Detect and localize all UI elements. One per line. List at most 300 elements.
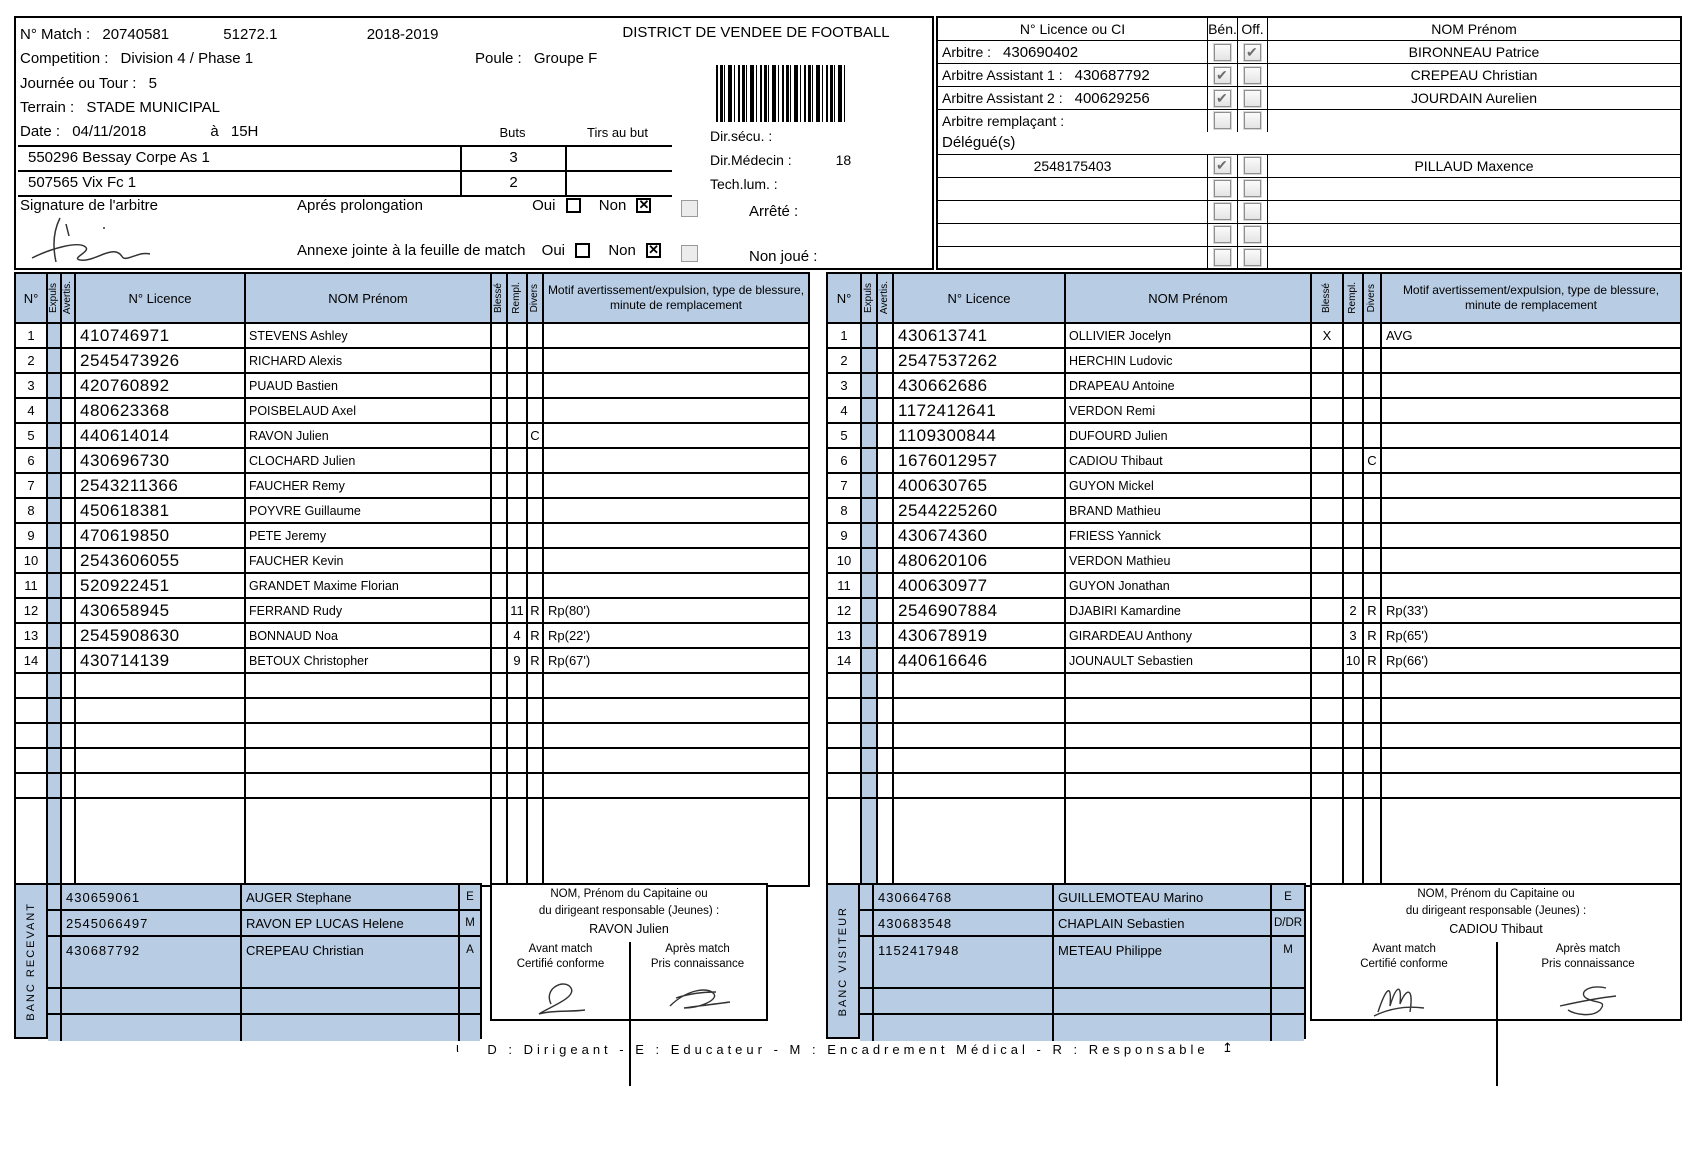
official-name: CREPEAU Christian: [1410, 67, 1538, 83]
player-row: [16, 649, 808, 674]
injured-cell: [492, 624, 508, 647]
player-licence: 450618381: [76, 499, 246, 522]
officiel-checkbox[interactable]: [1244, 67, 1261, 84]
captain-title-line2: du dirigeant responsable (Jeunes) :: [538, 904, 720, 917]
replacement-cell: [1344, 549, 1364, 572]
expulsion-cell: [48, 324, 62, 347]
expulsion-cell: [862, 399, 878, 422]
warning-cell: [62, 374, 76, 397]
warning-cell: [878, 424, 894, 447]
delegate-licence: [938, 224, 1208, 246]
benevole-checkbox[interactable]: [1214, 203, 1231, 220]
expulsion-cell: [48, 599, 62, 622]
expulsion-cell: [862, 649, 878, 672]
player-name: FAUCHER Kevin: [246, 549, 492, 572]
referee-signature-label: Signature de l'arbitre: [20, 197, 158, 214]
player-row: [16, 349, 808, 374]
player-row: [828, 399, 1680, 424]
player-licence: 430678919: [894, 624, 1066, 647]
bench-name: RAVON EP LUCAS Helene: [242, 911, 460, 935]
official-row: [938, 87, 1680, 110]
divers-cell: [1364, 324, 1382, 347]
replacement-cell: 2: [1344, 599, 1364, 622]
divers-cell: [1364, 549, 1382, 572]
after-match-column: [629, 942, 766, 1020]
header-name: NOM Prénom: [246, 274, 492, 322]
bench-licence: 2545066497: [62, 911, 242, 935]
injured-cell: [492, 649, 508, 672]
replacement-cell: [508, 474, 528, 497]
divers-cell: R: [528, 624, 544, 647]
header-name: NOM Prénom: [1066, 274, 1312, 322]
player-number: 12: [16, 599, 48, 622]
warning-cell: [878, 599, 894, 622]
header-warning: Avertis.: [878, 274, 894, 322]
player-name: GUYON Jonathan: [1066, 574, 1312, 597]
player-name: FRIESS Yannick: [1066, 524, 1312, 547]
warning-cell: [62, 424, 76, 447]
warning-cell: [878, 499, 894, 522]
team-row: [18, 147, 672, 172]
annexe-non-checkbox[interactable]: [646, 243, 661, 258]
captain-title-line2: du dirigeant responsable (Jeunes) :: [1405, 904, 1587, 917]
replacement-cell: [1344, 424, 1364, 447]
officiel-checkbox[interactable]: [1244, 112, 1261, 129]
home-before-signature: [521, 974, 601, 1020]
header-divers: Divers: [528, 274, 544, 322]
benevole-checkbox[interactable]: [1214, 44, 1231, 61]
replacement-cell: [508, 399, 528, 422]
header-expulsion: Expuls: [48, 274, 62, 322]
empty-tall-row: [828, 799, 1680, 885]
official-role-label: Arbitre remplaçant :: [942, 112, 1065, 129]
replacement-cell: 9: [508, 649, 528, 672]
player-number: 10: [828, 549, 862, 572]
warning-cell: [62, 399, 76, 422]
empty-player-row: [16, 749, 808, 774]
prolongation-label: Aprés prolongation: [297, 197, 423, 214]
injured-cell: [492, 499, 508, 522]
replacement-cell: [508, 349, 528, 372]
motif-cell: [1382, 424, 1680, 447]
warning-cell: [62, 349, 76, 372]
before-match-column: [492, 942, 629, 1020]
officiel-checkbox[interactable]: [1244, 90, 1261, 107]
official-row: [938, 64, 1680, 87]
journee-value: 5: [148, 75, 157, 92]
divers-cell: [1364, 424, 1382, 447]
non-joue-checkbox[interactable]: [681, 245, 698, 262]
motif-cell: [1382, 474, 1680, 497]
empty-player-row: [828, 674, 1680, 699]
player-name: OLLIVIER Jocelyn: [1066, 324, 1312, 347]
expulsion-cell: [48, 349, 62, 372]
prolongation-oui-label: Oui: [532, 197, 556, 214]
empty-player-row: [16, 674, 808, 699]
player-row: [16, 574, 808, 599]
time-prefix: à: [210, 123, 219, 140]
player-name: BETOUX Christopher: [246, 649, 492, 672]
player-licence: 1172412641: [894, 399, 1066, 422]
team-row: [18, 172, 672, 197]
player-name: JOUNAULT Sebastien: [1066, 649, 1312, 672]
motif-cell: [544, 424, 808, 447]
replacement-cell: 10: [1344, 649, 1364, 672]
warning-cell: [878, 449, 894, 472]
warning-cell: [878, 399, 894, 422]
benevole-checkbox[interactable]: [1214, 249, 1231, 266]
player-licence: 2543211366: [76, 474, 246, 497]
player-name: POISBELAUD Axel: [246, 399, 492, 422]
motif-cell: [544, 399, 808, 422]
header-replacement: Rempl.: [1344, 274, 1364, 322]
player-name: RICHARD Alexis: [246, 349, 492, 372]
prolongation-non-checkbox[interactable]: [636, 198, 651, 213]
player-licence: 430613741: [894, 324, 1066, 347]
benevole-checkbox[interactable]: [1214, 226, 1231, 243]
team-goals: 2: [462, 172, 567, 195]
player-licence: 480623368: [76, 399, 246, 422]
player-number: 5: [828, 424, 862, 447]
home-roster-table: [14, 272, 810, 887]
away-roster-header: [828, 274, 1680, 324]
expulsion-cell: [48, 474, 62, 497]
prolongation-non-label: Non: [598, 197, 627, 214]
motif-cell: [544, 474, 808, 497]
match-code: 51272.1: [223, 26, 278, 43]
player-licence: 420760892: [76, 374, 246, 397]
match-info-box: [14, 16, 934, 270]
injured-cell: [492, 574, 508, 597]
shootout-column-header: Tirs au but: [587, 125, 648, 140]
bench-name: AUGER Stephane: [242, 885, 460, 909]
injured-cell: [1312, 474, 1344, 497]
annexe-oui-checkbox[interactable]: [575, 243, 590, 258]
player-number: 1: [16, 324, 48, 347]
officials-ben-header: Bén.: [1208, 18, 1238, 40]
delegate-row: [938, 224, 1680, 247]
player-name: HERCHIN Ludovic: [1066, 349, 1312, 372]
away-captain-name: CADIOU Thibaut: [1449, 921, 1543, 936]
delegate-name: [1268, 224, 1680, 246]
player-row: [828, 624, 1680, 649]
bench-role-code: E: [1284, 891, 1292, 903]
divers-cell: [528, 349, 544, 372]
replacement-cell: [508, 449, 528, 472]
replacement-cell: [1344, 574, 1364, 597]
away-captain-box: [1310, 883, 1682, 1021]
header-warning: Avertis.: [62, 274, 76, 322]
date-value: 04/11/2018: [72, 123, 147, 140]
warning-cell: [62, 624, 76, 647]
injured-cell: [492, 524, 508, 547]
player-row: [828, 424, 1680, 449]
divers-cell: [528, 549, 544, 572]
warning-cell: [62, 649, 76, 672]
replacement-cell: [1344, 524, 1364, 547]
player-licence: 2547537262: [894, 349, 1066, 372]
player-row: [828, 374, 1680, 399]
officials-box: [936, 16, 1682, 270]
header-number: N°: [16, 274, 48, 322]
player-row: [828, 324, 1680, 349]
journee-label: Journée ou Tour :: [20, 75, 137, 92]
divers-cell: [528, 399, 544, 422]
empty-player-row: [828, 749, 1680, 774]
motif-cell: [544, 449, 808, 472]
before-match-label: Avant match: [1372, 942, 1436, 955]
motif-cell: [544, 574, 808, 597]
bench-role-code: M: [465, 917, 475, 929]
player-licence: 2546907884: [894, 599, 1066, 622]
poule-label: Poule :: [475, 50, 522, 67]
player-number: 5: [16, 424, 48, 447]
replacement-cell: [1344, 324, 1364, 347]
team-name: 507565 Vix Fc 1: [18, 172, 462, 195]
replacement-cell: [1344, 474, 1364, 497]
team-shootout: [567, 147, 672, 170]
bench-strip-cell: [860, 937, 874, 963]
divers-cell: [528, 474, 544, 497]
player-name: CADIOU Thibaut: [1066, 449, 1312, 472]
officials-name-header: NOM Prénom: [1431, 21, 1517, 37]
divers-cell: [1364, 349, 1382, 372]
delegate-name: [1268, 201, 1680, 223]
empty-bench-row: [48, 989, 480, 1015]
score-table: [18, 145, 672, 197]
divers-cell: [1364, 574, 1382, 597]
expulsion-cell: [862, 599, 878, 622]
empty-bench-row: [48, 963, 480, 989]
official-name: BIRONNEAU Patrice: [1408, 44, 1540, 60]
expulsion-cell: [48, 649, 62, 672]
injured-cell: [1312, 374, 1344, 397]
official-name: JOURDAIN Aurelien: [1410, 90, 1538, 106]
bench-name: METEAU Philippe: [1054, 937, 1272, 963]
player-name: GUYON Mickel: [1066, 474, 1312, 497]
away-bench-label: BANC VISITEUR: [828, 885, 860, 1037]
replacement-cell: [1344, 399, 1364, 422]
player-name: VERDON Remi: [1066, 399, 1312, 422]
before-match-label: Avant match: [528, 942, 593, 955]
motif-cell: [544, 549, 808, 572]
annexe-non-label: Non: [608, 242, 636, 259]
match-number-label: N° Match :: [20, 26, 91, 43]
player-row: [828, 599, 1680, 624]
injured-cell: [492, 549, 508, 572]
official-role-licence: [938, 87, 1208, 109]
captain-title-line1: NOM, Prénom du Capitaine ou: [1417, 888, 1575, 900]
bench-row: [860, 911, 1304, 937]
officiel-checkbox[interactable]: [1244, 180, 1261, 197]
player-number: 9: [828, 524, 862, 547]
motif-cell: [1382, 399, 1680, 422]
time-value: 15H: [230, 123, 259, 140]
player-licence: 430696730: [76, 449, 246, 472]
captain-title-line1: NOM, Prénom du Capitaine ou: [550, 888, 708, 900]
officiel-checkbox[interactable]: [1244, 157, 1261, 174]
empty-bench-row: [860, 1015, 1304, 1041]
player-number: 7: [16, 474, 48, 497]
motif-cell: [544, 349, 808, 372]
player-row: [828, 499, 1680, 524]
home-bench: [14, 883, 482, 1039]
motif-cell: [1382, 524, 1680, 547]
injured-cell: [492, 374, 508, 397]
player-name: DUFOURD Julien: [1066, 424, 1312, 447]
benevole-checkbox[interactable]: [1214, 157, 1231, 174]
player-licence: 470619850: [76, 524, 246, 547]
official-name: [1268, 110, 1680, 132]
official-row: [938, 110, 1680, 132]
bench-strip-cell: [860, 911, 874, 935]
benevole-checkbox[interactable]: [1214, 67, 1231, 84]
benevole-checkbox[interactable]: [1214, 180, 1231, 197]
bench-row: [48, 885, 480, 911]
player-row: [16, 624, 808, 649]
season: 2018-2019: [366, 26, 439, 43]
bench-row: [48, 937, 480, 963]
player-row: [16, 449, 808, 474]
player-name: CLOCHARD Julien: [246, 449, 492, 472]
divers-cell: R: [1364, 649, 1382, 672]
warning-cell: [62, 474, 76, 497]
empty-player-row: [16, 699, 808, 724]
expulsion-cell: [862, 549, 878, 572]
empty-tall-row: [16, 799, 808, 885]
injured-cell: [1312, 399, 1344, 422]
goals-column-header: Buts: [499, 125, 526, 140]
warning-cell: [62, 524, 76, 547]
player-name: DJABIRI Kamardine: [1066, 599, 1312, 622]
annexe-oui-label: Oui: [541, 242, 565, 259]
official-row: [938, 41, 1680, 64]
motif-cell: [1382, 349, 1680, 372]
player-name: GIRARDEAU Anthony: [1066, 624, 1312, 647]
replacement-cell: [1344, 499, 1364, 522]
replacement-cell: 3: [1344, 624, 1364, 647]
benevole-checkbox[interactable]: [1214, 112, 1231, 129]
bench-role-code: E: [466, 891, 474, 903]
player-licence: 2543606055: [76, 549, 246, 572]
divers-cell: [528, 499, 544, 522]
replacement-cell: 4: [508, 624, 528, 647]
divers-cell: R: [528, 649, 544, 672]
doctor-label: Dir.Médecin :: [710, 152, 792, 168]
header-replacement: Rempl.: [508, 274, 528, 322]
delegate-name: PILLAUD Maxence: [1414, 157, 1534, 174]
bench-licence: 1152417948: [874, 937, 1054, 963]
officiel-checkbox[interactable]: [1244, 249, 1261, 266]
delegate-licence: [938, 178, 1208, 200]
warning-cell: [62, 499, 76, 522]
bench-licence: 430683548: [874, 911, 1054, 935]
player-name: VERDON Mathieu: [1066, 549, 1312, 572]
terrain-label: Terrain :: [20, 99, 75, 116]
player-number: 3: [16, 374, 48, 397]
arrete-checkbox[interactable]: [681, 200, 698, 217]
injured-cell: X: [1312, 324, 1344, 347]
divers-cell: [1364, 499, 1382, 522]
poule-value: Groupe F: [533, 50, 598, 67]
expulsion-cell: [48, 374, 62, 397]
roles-legend: D : Dirigeant - E : Educateur - M : Encadrement Médical - R : Responsable: [487, 1042, 1209, 1057]
injured-cell: [492, 349, 508, 372]
empty-player-row: [16, 724, 808, 749]
bench-name: GUILLEMOTEAU Marino: [1054, 885, 1272, 909]
bench-row: [48, 911, 480, 937]
warning-cell: [878, 374, 894, 397]
player-number: 13: [16, 624, 48, 647]
lighting-label: Tech.lum. :: [710, 176, 778, 192]
player-licence: 1676012957: [894, 449, 1066, 472]
empty-bench-row: [860, 989, 1304, 1015]
prolongation-oui-checkbox[interactable]: [566, 198, 581, 213]
warning-cell: [878, 324, 894, 347]
empty-player-row: [828, 774, 1680, 799]
before-match-column: [1312, 942, 1496, 1020]
delegates-label-row: [938, 132, 1680, 155]
doctor-value: 18: [835, 152, 852, 168]
competition-value: Division 4 / Phase 1: [120, 50, 254, 67]
divers-cell: [528, 324, 544, 347]
date-line: [20, 123, 258, 140]
officials-off-header: Off.: [1238, 18, 1268, 40]
player-row: [828, 474, 1680, 499]
barcode: [716, 65, 848, 122]
terrain-line: [20, 99, 220, 116]
player-number: 2: [828, 349, 862, 372]
motif-cell: [1382, 374, 1680, 397]
divers-cell: [528, 524, 544, 547]
player-number: 2: [16, 349, 48, 372]
player-name: BRAND Mathieu: [1066, 499, 1312, 522]
officiel-checkbox[interactable]: [1244, 203, 1261, 220]
injured-cell: [1312, 599, 1344, 622]
player-number: 1: [828, 324, 862, 347]
motif-cell: [544, 499, 808, 522]
expulsion-cell: [862, 374, 878, 397]
player-name: GRANDET Maxime Florian: [246, 574, 492, 597]
benevole-checkbox[interactable]: [1214, 90, 1231, 107]
expulsion-cell: [862, 624, 878, 647]
officiel-checkbox[interactable]: [1244, 44, 1261, 61]
bench-strip-cell: [48, 885, 62, 909]
referee-signature: [26, 214, 176, 272]
divers-cell: R: [1364, 599, 1382, 622]
replacement-cell: [508, 549, 528, 572]
player-number: 14: [828, 649, 862, 672]
after-match-label: Après match: [1555, 942, 1621, 955]
expulsion-cell: [48, 574, 62, 597]
replacement-cell: [1344, 449, 1364, 472]
match-number: 20740581: [102, 26, 170, 43]
player-row: [828, 649, 1680, 674]
player-number: 4: [16, 399, 48, 422]
officiel-checkbox[interactable]: [1244, 226, 1261, 243]
divers-cell: C: [1364, 449, 1382, 472]
away-roster-table: [826, 272, 1682, 887]
date-label: Date :: [20, 123, 61, 140]
doctor-line: [710, 152, 851, 168]
injured-cell: [492, 399, 508, 422]
divers-cell: [1364, 474, 1382, 497]
player-row: [828, 524, 1680, 549]
injured-cell: [1312, 424, 1344, 447]
expulsion-cell: [48, 624, 62, 647]
officials-header-row: [938, 18, 1680, 41]
player-licence: 2544225260: [894, 499, 1066, 522]
